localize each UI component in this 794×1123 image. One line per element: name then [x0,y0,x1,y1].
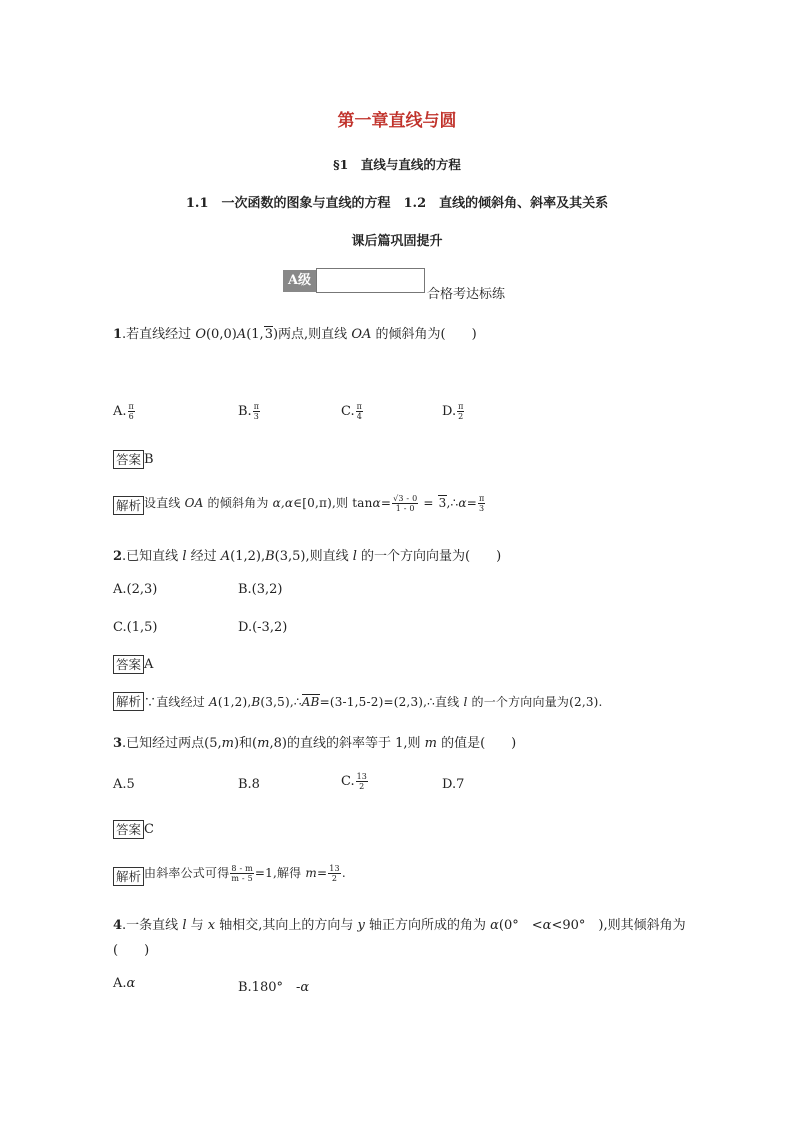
q1-option-c: C. $\frac{\pi}{4}$ [341,402,362,421]
q3-answer: C [144,822,154,837]
level-badge: A级 [283,270,316,292]
q1-analysis: 设直线 OA 的倾斜角为 α,α∈[0,π),则 tanα= $\frac{√3 - 0}{1 - 0}$ = 3,∴α= $\frac{\pi}{3}$ [144,494,485,513]
q4-option-a: A.α [113,976,136,991]
q2-answer: A [144,657,154,672]
q2-option-c: C.(1,5) [113,620,158,635]
q4-option-b: B.180° -α [238,980,310,995]
q2-analysis-tag: 解析 [113,692,144,711]
level-label: 合格考达标练 [427,287,506,302]
q1-option-b: B. $\frac{\pi}{3}$ [238,402,259,421]
q3-option-b: B.8 [238,777,260,792]
q2-analysis: ∵直线经过 A(1,2),B(3,5),∴AB=(3-1,5-2)=(2,3),∴直线 l 的一个方向向量为(2,3). [144,695,603,709]
q2-answer-tag: 答案 [113,655,144,674]
question-1: 1.若直线经过 O(0,0)A(1,3)两点,则直线 OA 的倾斜角为( ) [113,327,477,342]
question-4: 4.一条直线 l 与 x 轴相交,其向上的方向与 y 轴正方向所成的角为 α(0° <α<90° ),则其倾斜角为 [113,918,686,933]
q3-option-c: C. $\frac{13}{2}$ [341,772,367,791]
level-box [316,268,425,293]
q1-analysis-tag: 解析 [113,496,144,515]
chapter-title: 第一章直线与圆 [337,111,457,131]
practice-title: 课后篇巩固提升 [351,234,443,249]
question-2: 2.已知直线 l 经过 A(1,2),B(3,5),则直线 l 的一个方向向量为( ) [113,549,502,564]
q3-option-d: D.7 [442,777,465,792]
q3-analysis-tag: 解析 [113,867,144,886]
q1-answer-tag: 答案 [113,450,144,469]
subsection-title: 1.1 一次函数的图象与直线的方程 1.2 直线的倾斜角、斜率及其关系 [185,196,609,211]
q1-option-a: A. $\frac{\pi}{6}$ [113,402,134,421]
question-3: 3.已知经过两点(5,m)和(m,8)的直线的斜率等于 1,则 m 的值是( ) [113,736,517,751]
q2-option-a: A.(2,3) [113,582,158,597]
question-4-line2: ( ) [113,943,150,958]
q3-answer-tag: 答案 [113,820,144,839]
q2-option-b: B.(3,2) [238,582,283,597]
q3-analysis: 由斜率公式可得 $\frac{8 - m}{m - 5}$ =1,解得 m= $\frac{13}{2}$ . [144,864,346,883]
q1-option-d: D. $\frac{\pi}{2}$ [442,402,464,421]
section-title: §1 直线与直线的方程 [333,157,461,172]
q2-option-d: D.(-3,2) [238,620,288,635]
q3-option-a: A.5 [113,777,135,792]
q1-answer: B [144,452,154,467]
